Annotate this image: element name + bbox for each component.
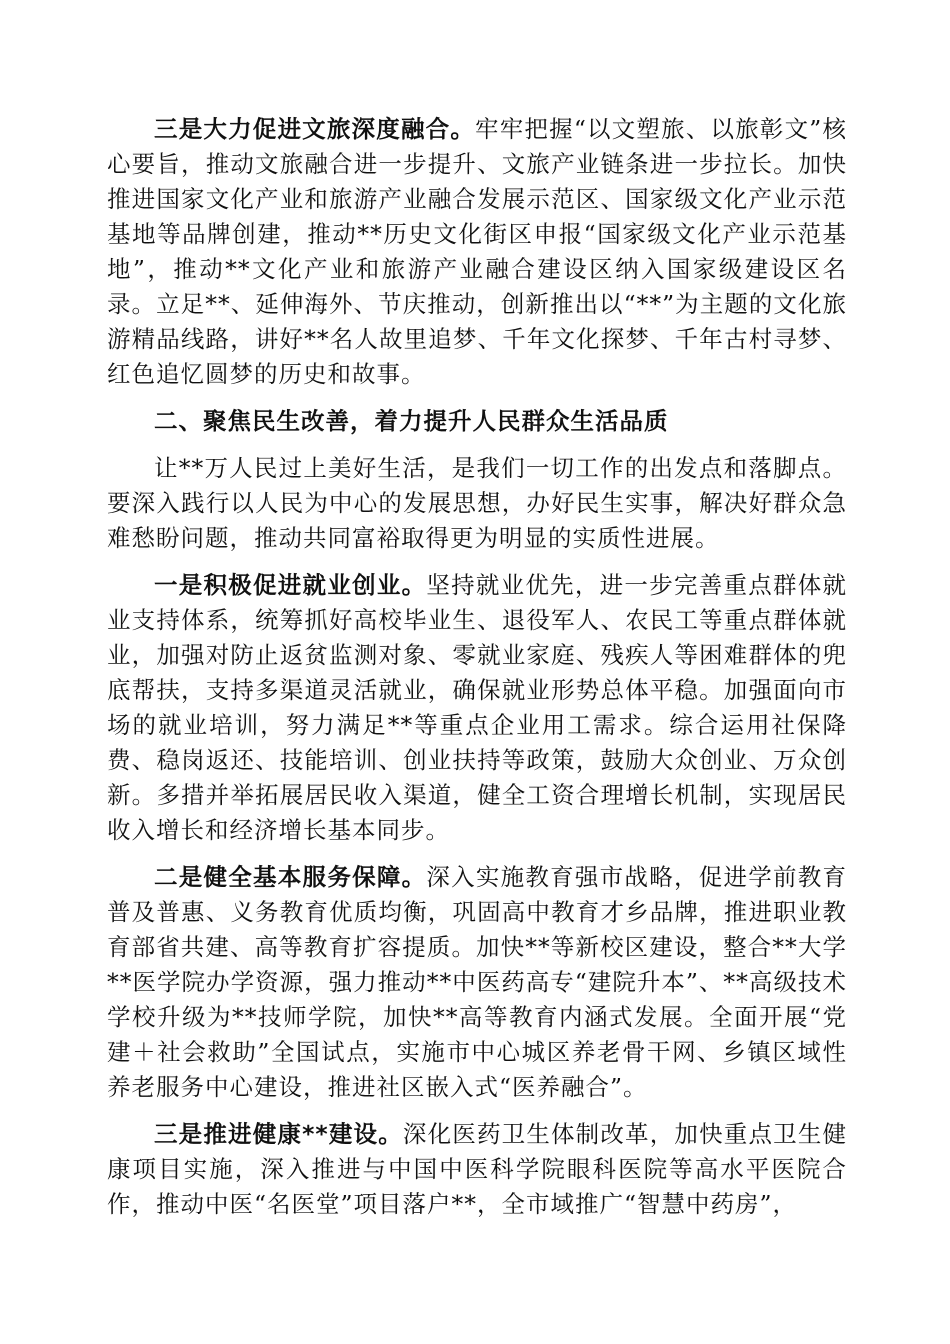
paragraph-body: 深入实施教育强市战略，促进学前教育普及普惠、义务教育优质均衡，巩固高中教育才乡品牌，推进职业教育部省共建、高等教育扩容提质。加快**等新校区建设，整合**大学**医学院办学资源，强力推动**中医药高专“建院升本”、**高级技术学校升级为**技师学院，加快**高等教育内涵式发展。全面开展“党建＋社会救助”全国试点，实施市中心城区养老骨干网、乡镇区域性养老服务中心建设，推进社区嵌入式“医养融合”。: [107, 863, 848, 1101]
paragraph-body: 牢牢把握“以文塑旅、以旅彰文”核心要旨，推动文旅融合进一步提升、文旅产业链条进一步拉长。加快推进国家文化产业和旅游产业融合发展示范区、国家级文化产业示范基地等品牌创建，推动**历史文化街区申报“国家级文化产业示范基地”，推动**文化产业和旅游产业融合建设区纳入国家级建设区名录。立足**、延伸海外、节庆推动，创新推出以“**”为主题的文化旅游精品线路，讲好**名人故里追梦、千年文化探梦、千年古村寻梦、红色追忆圆梦的历史和故事。: [107, 115, 848, 388]
paragraph-body: 让**万人民过上美好生活，是我们一切工作的出发点和落脚点。要深入践行以人民为中心的发展思想，办好民生实事，解决好群众急难愁盼问题，推动共同富裕取得更为明显的实质性进展。: [107, 454, 847, 552]
paragraph-body: 深化医药卫生体制改革，加快重点卫生健康项目实施，深入推进与中国中医科学院眼科医院等高水平医院合作，推动中医“名医堂”项目落户**，全市域推广“智慧中药房”，: [107, 1120, 847, 1218]
paragraph-culture-tourism: [107, 112, 847, 392]
paragraph-health: [107, 1117, 847, 1222]
paragraph-body: 坚持就业优先，进一步完善重点群体就业支持体系，统筹抓好高校毕业生、退役军人、农民工等重点群体就业，加强对防止返贫监测对象、零就业家庭、残疾人等困难群体的兜底帮扶，支持多渠道灵活就业，确保就业形势总体平稳。加强面向市场的就业培训，努力满足**等重点企业用工需求。综合运用社保降费、稳岗返还、技能培训、创业扶持等政策，鼓励大众创业、万众创新。多措并举拓展居民收入渠道，健全工资合理增长机制，实现居民收入增长和经济增长基本同步。: [107, 571, 848, 844]
paragraph-basic-services: [107, 860, 847, 1105]
paragraph-livelihood-intro: [107, 451, 847, 556]
document-page: [107, 112, 847, 1234]
section-heading: 二、聚焦民生改善，着力提升人民群众生活品质: [154, 407, 669, 435]
paragraph-lead: 二是健全基本服务保障。: [154, 863, 427, 891]
paragraph-lead: 一是积极促进就业创业。: [154, 571, 427, 599]
paragraph-lead: 三是大力促进文旅深度融合。: [154, 115, 476, 143]
paragraph-lead: 三是推进健康**建设。: [154, 1120, 403, 1148]
paragraph-employment: [107, 568, 847, 848]
